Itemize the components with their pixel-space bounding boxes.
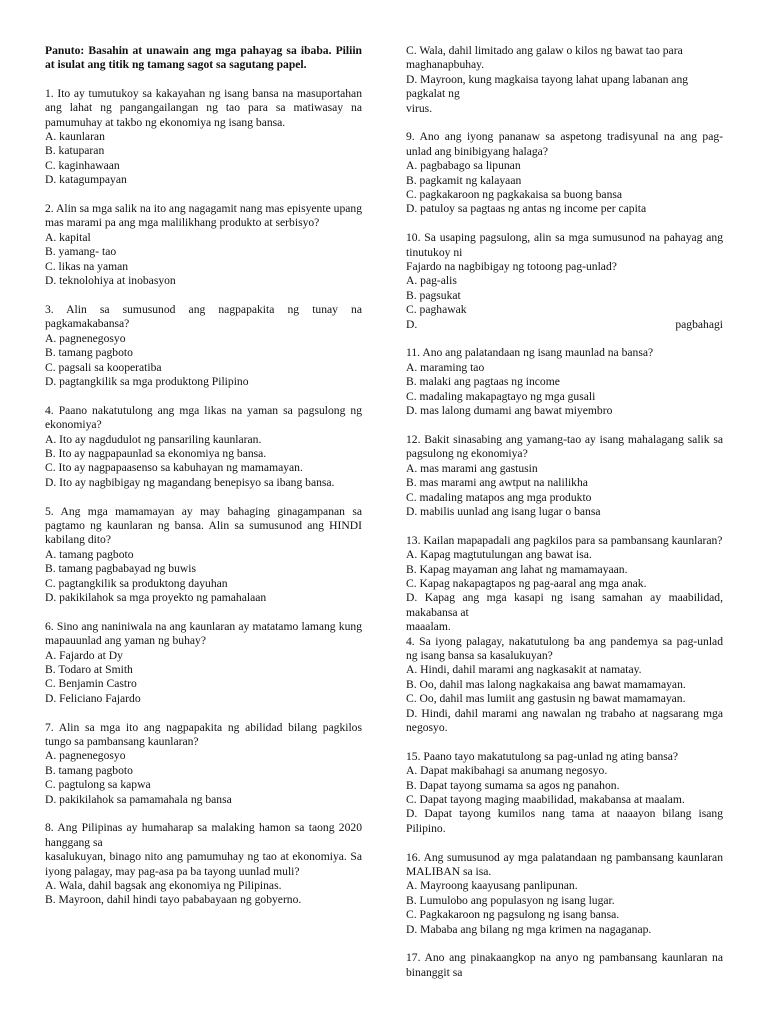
option-b: B. malaki ang pagtaas ng income [406, 375, 560, 389]
option-b: B. Ito ay nagpapaunlad sa ekonomiya ng bansa. [45, 446, 267, 460]
option-c: C. Wala, dahil limitado ang galaw o kilos ng bawat tao para maghanapbuhay. [406, 44, 683, 72]
question-stem-line-2: Fajardo na nagbibigay ng totoong pag-unlad? [406, 260, 617, 274]
option-b: B. pagsukat [406, 288, 461, 302]
option-a: A. pagnenegosyo [45, 331, 126, 345]
option-b: B. Oo, dahil mas lalong nagkakaisa ang bawat mamamayan. [406, 677, 686, 691]
option-b: B. tamang pagboto [45, 763, 133, 777]
option-c: C. pagtulong sa kapwa [45, 778, 151, 792]
option-d: D. katagumpayan [45, 173, 127, 187]
question-3 [45, 303, 362, 389]
option-c: C. pagtangkilik sa produktong dayuhan [45, 576, 228, 590]
question-stem: 4. Sa iyong palagay, nakatutulong ba ang pandemya sa pag-unlad ng isang bansa sa kasalukuyan? [406, 634, 723, 662]
option-b: B. mas marami ang awtput na nalilikha [406, 476, 588, 490]
option-c: C. paghawak [406, 303, 467, 317]
option-a: A. mas marami ang gastusin [406, 461, 538, 475]
question-6 [45, 620, 362, 706]
option-d-letter: D. [406, 317, 418, 331]
question-stem-line-1: 10. Sa usaping pagsulong, alin sa mga sumusunod na pahayag ang tinutukoy ni [406, 231, 723, 259]
question-stem-line-1: 8. Ang Pilipinas ay humaharap sa malaking hamon sa taong 2020 hanggang sa [45, 821, 362, 849]
option-d-line-1: D. Mayroon, kung magkaisa tayong lahat upang labanan ang pagkalat ng [406, 72, 689, 101]
instructions: Panuto: Basahin at unawain ang mga pahayag sa ibaba. Piliin at isulat ang titik ng tamang sagot sa sagutang papel. [45, 44, 362, 72]
option-a: A. maraming tao [406, 360, 485, 374]
option-d: D. mas lalong dumami ang bawat miyembro [406, 404, 613, 418]
option-d-line-1: D. Kapag ang mga kasapi ng isang samahan ay maabilidad, makabansa at [406, 591, 723, 619]
option-a: A. Fajardo at Dy [45, 648, 123, 662]
option-b: B. pagkamit ng kalayaan [406, 173, 522, 187]
option-a: A. kapital [45, 230, 91, 244]
option-d: D. Hindi, dahil marami ang nawalan ng trabaho at nagsarang mga negosyo. [406, 706, 723, 735]
question-1 [45, 87, 362, 188]
question-12 [406, 433, 723, 519]
question-10 [406, 231, 723, 332]
question-5 [45, 505, 362, 606]
option-c: C. likas na yaman [45, 259, 129, 273]
option-c: C. Dapat tayong maging maabilidad, makabansa at maalam. [406, 793, 685, 807]
question-11 [406, 346, 723, 418]
question-stem: 11. Ano ang palatandaan ng isang maunlad na bansa? [406, 346, 654, 360]
question-9 [406, 130, 723, 216]
option-b: B. Lumulobo ang populasyon ng isang lugar. [406, 893, 615, 907]
option-a: A. Hindi, dahil marami ang nagkasakit at namatay. [406, 663, 642, 677]
option-d: D. Mababa ang bilang ng mga krimen na nagaganap. [406, 922, 652, 936]
question-stem-line-2: kasalukuyan, binago nito ang pamumuhay ng tao at ekonomiya. Sa iyong palagay, may pag-asa pa ba tayong uunlad muli? [45, 850, 362, 878]
option-d-text: pagbahagi [675, 317, 723, 331]
question-stem: 3. Alin sa sumusunod ang nagpapakita ng tunay na pagkamakabansa? [45, 302, 362, 331]
right-column [406, 44, 723, 995]
option-c: C. pagkakaroon ng pagkakaisa sa buong bansa [406, 188, 623, 202]
option-b: B. Mayroon, dahil hindi tayo pababayaan ng gobyerno. [45, 893, 302, 907]
question-stem: 4. Paano nakatutulong ang mga likas na yaman sa pagsulong ng ekonomiya? [45, 403, 362, 432]
question-4 [45, 404, 362, 490]
option-c: C. pagsali sa kooperatiba [45, 360, 162, 374]
option-d: D. pagtangkilik sa mga produktong Pilipino [45, 374, 249, 388]
option-d: D. mabilis uunlad ang isang lugar o bansa [406, 504, 601, 518]
question-8 [45, 821, 362, 907]
question-stem: 12. Bakit sinasabing ang yamang-tao ay isang mahalagang salik sa pagsulong ng ekonomiya? [406, 432, 723, 461]
option-a: A. tamang pagboto [45, 547, 134, 561]
option-a: A. pagbabago sa lipunan [406, 159, 521, 173]
question-stem: 17. Ano ang pinakaangkop na anyo ng pambansang kaunlaran na binanggit sa [406, 951, 723, 979]
option-b: B. tamang pagbabayad ng buwis [45, 562, 197, 576]
option-c: C. Pagkakaroon ng pagsulong ng isang bansa. [406, 908, 620, 922]
option-d-line-2: virus. [406, 101, 433, 115]
option-a: A. Wala, dahil bagsak ang ekonomiya ng Pilipinas. [45, 879, 282, 893]
option-d: D. Feliciano Fajardo [45, 691, 141, 705]
option-b: B. Dapat tayong sumama sa agos ng panahon. [406, 778, 620, 792]
option-d: D. teknolohiya at inobasyon [45, 274, 176, 288]
option-a: A. Mayroong kaayusang panlipunan. [406, 879, 578, 893]
option-a: A. pagnenegosyo [45, 749, 126, 763]
question-7 [45, 721, 362, 807]
option-c: C. madaling matapos ang mga produkto [406, 490, 592, 504]
option-d: D. Ito ay nagbibigay ng magandang benepisyo sa ibang bansa. [45, 475, 335, 489]
question-13 [406, 534, 723, 635]
question-14 [406, 635, 723, 736]
option-c: C. Ito ay nagpapaasenso sa kabuhayan ng mamamayan. [45, 461, 303, 475]
option-d [406, 318, 723, 332]
question-stem: 9. Ano ang iyong pananaw sa aspetong tradisyunal na ang pag-unlad ang binibigyang halaga? [406, 130, 723, 158]
question-15 [406, 750, 723, 836]
option-b: B. tamang pagboto [45, 346, 133, 360]
option-b: B. katuparan [45, 144, 105, 158]
option-c: C. Kapag nakapagtapos ng pag-aaral ang mga anak. [406, 576, 647, 590]
option-d: D. patuloy sa pagtaas ng antas ng income per capita [406, 202, 647, 216]
option-c: C. Oo, dahil mas lumiit ang gastusin ng bawat mamamayan. [406, 692, 686, 706]
question-8-continued [406, 44, 723, 116]
question-stem: 5. Ang mga mamamayan ay may bahaging ginagampanan sa pagtamo ng kaunlaran ng bansa. Alin sa sumusunod ang HINDI kabilang dito? [45, 504, 362, 547]
question-17 [406, 951, 723, 980]
option-d: D. Dapat tayong kumilos nang tama at naaayon bilang isang Pilipino. [406, 807, 723, 835]
question-stem: 6. Sino ang naniniwala na ang kaunlaran ay matatamo lamang kung mapauunlad ang yaman ng buhay? [45, 619, 362, 648]
option-b: B. Kapag mayaman ang lahat ng mamamayaan. [406, 562, 628, 576]
question-stem: 1. Ito ay tumutukoy sa kakayahan ng isang bansa na masuportahan ang lahat ng pangangailangan ng tao para sa matiwasay na pamumuhay at takbo ng ekonomiya ng isang bansa. [45, 86, 362, 129]
option-b: B. Todaro at Smith [45, 662, 133, 676]
option-a: A. Kapag magtutulungan ang bawat isa. [406, 548, 592, 562]
option-c: C. madaling makapagtayo ng mga gusali [406, 389, 596, 403]
option-c: C. kaginhawaan [45, 158, 120, 172]
option-d: D. pakikilahok sa mga proyekto ng pamahalaan [45, 590, 267, 604]
option-a: A. Dapat makibahagi sa anumang negosyo. [406, 764, 608, 778]
option-d-line-2: maaalam. [406, 620, 451, 634]
option-d: D. pakikilahok sa pamamahala ng bansa [45, 792, 232, 806]
question-16 [406, 851, 723, 937]
option-c: C. Benjamin Castro [45, 677, 137, 691]
question-stem: 2. Alin sa mga salik na ito ang nagagamit nang mas episyente upang mas marami pa ang mga malilikhang produkto at serbisyo? [45, 202, 362, 230]
option-a: A. pag-alis [406, 274, 457, 288]
question-stem: 7. Alin sa mga ito ang nagpapakita ng abilidad bilang pagkilos tungo sa pambansang kaunlaran? [45, 720, 362, 748]
question-2 [45, 202, 362, 288]
option-a: A. Ito ay nagdudulot ng pansariling kaunlaran. [45, 432, 262, 446]
left-column [45, 44, 362, 922]
option-b: B. yamang- tao [45, 245, 117, 259]
question-stem: 16. Ang sumusunod ay mga palatandaan ng pambansang kaunlaran MALIBAN sa isa. [406, 850, 723, 879]
question-stem: 15. Paano tayo makatutulong sa pag-unlad ng ating bansa? [406, 749, 679, 763]
option-a: A. kaunlaran [45, 130, 105, 144]
question-stem: 13. Kailan mapapadali ang pagkilos para sa pambansang kaunlaran? [406, 533, 723, 547]
